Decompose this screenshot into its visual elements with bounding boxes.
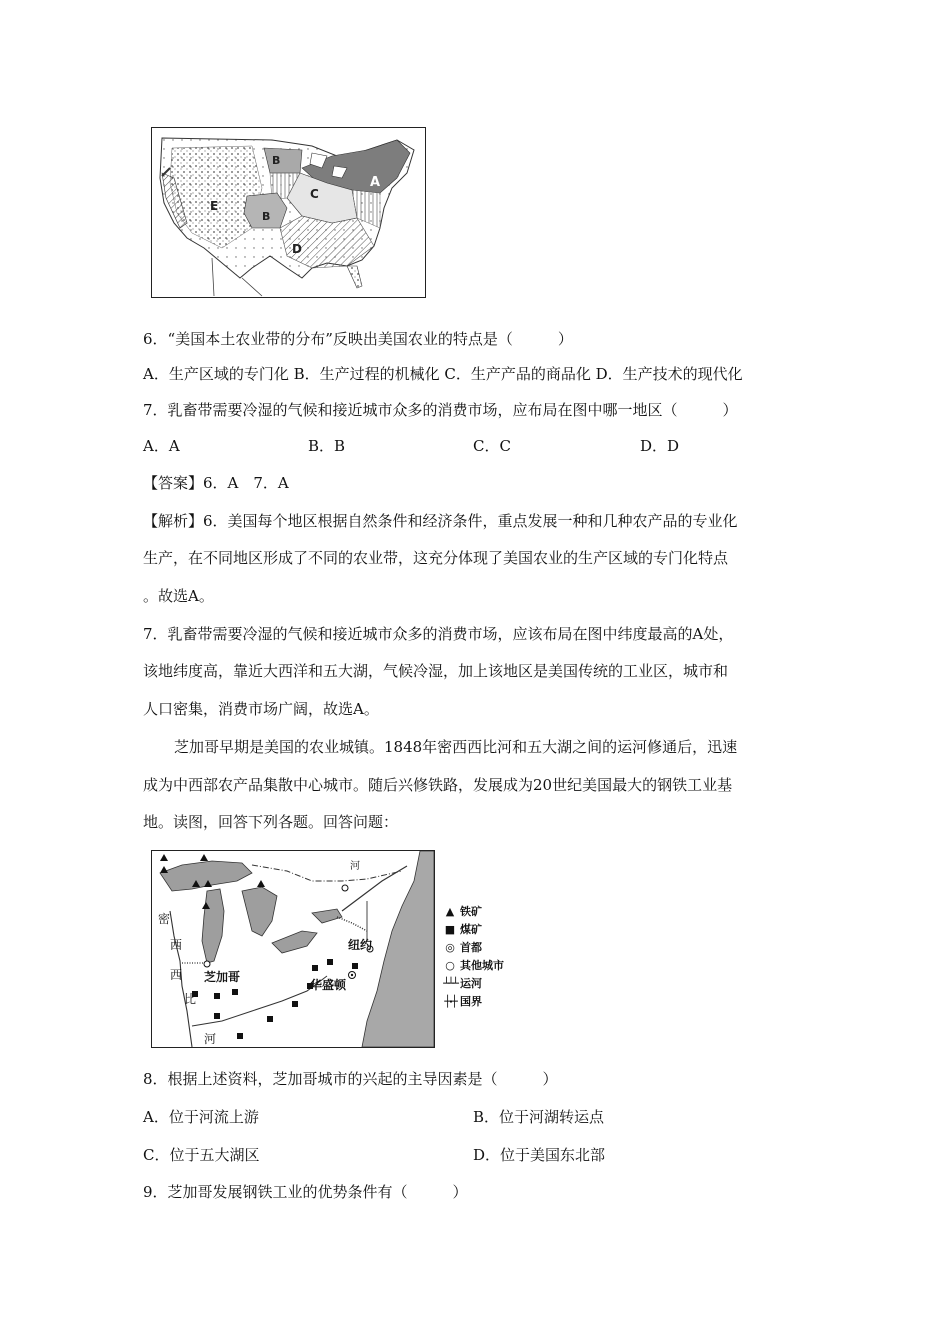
q8-option-d: D．位于美国东北部 (473, 1146, 606, 1164)
passage-line-1: 芝加哥早期是美国的农业城镇。1848年密西西比河和五大湖之间的运河修通后，迅速 (174, 738, 738, 756)
answer: 【答案】6．A 7．A (143, 474, 289, 492)
q9-stem: 9．芝加哥发展钢铁工业的优势条件有（ ） (143, 1183, 468, 1201)
us-agriculture-map (151, 127, 426, 298)
q7-option-b: B．B (308, 437, 346, 455)
map1-label-c: C (310, 187, 319, 201)
us-agriculture-map-drawing (152, 128, 425, 297)
circle-icon: ○ (445, 959, 455, 972)
chicago-region-map (151, 850, 435, 1048)
chicago-region-map-drawing (152, 851, 434, 1047)
passage-line-3: 地。读图，回答下列各题。回答问题： (143, 813, 399, 831)
washington-label: 华盛顿 (310, 978, 347, 992)
analysis-line-4: 7．乳畜带需要冷湿的气候和接近城市众多的消费市场，应该布局在图中纬度最高的A处， (143, 625, 734, 643)
border-icon: ┼·┼ (444, 995, 456, 1008)
map1-label-b-north: B (272, 154, 281, 167)
river-char-3: 西 (170, 968, 183, 982)
passage-line-2: 成为中西部农产品集散中心城市。随后兴修铁路，发展成为20世纪美国最大的钢铁工业基 (143, 776, 733, 794)
legend-capital (440, 941, 482, 955)
analysis-line-5: 该地纬度高，靠近大西洋和五大湖，气候冷湿，加上该地区是美国传统的工业区，城市和 (143, 662, 729, 680)
legend-canal-label: 运河 (460, 977, 482, 990)
legend-coal-label: 煤矿 (460, 923, 482, 936)
legend-canal (440, 977, 482, 991)
q7-option-c: C．C (473, 437, 511, 455)
q7-option-a: A．A (143, 437, 180, 455)
legend-city (440, 959, 504, 973)
newyork-label: 纽约 (348, 938, 373, 952)
legend-border (440, 995, 482, 1009)
legend-city-label: 其他城市 (460, 959, 504, 972)
analysis-line-1: 【解析】6．美国每个地区根据自然条件和经济条件，重点发展一种和几种农产品的专业化 (143, 512, 738, 530)
q8-option-c: C．位于五大湖区 (143, 1146, 260, 1164)
legend-coal (440, 923, 482, 937)
q8-option-b: B．位于河湖转运点 (473, 1108, 605, 1126)
q6-options: A．生产区域的专门化 B．生产过程的机械化 C．生产产品的商品化 D．生产技术的现代化 (143, 365, 743, 383)
legend-border-label: 国界 (460, 995, 482, 1008)
river-char-2: 西 (170, 938, 183, 952)
q7-stem: 7．乳畜带需要冷湿的气候和接近城市众多的消费市场，应布局在图中哪一地区（ ） (143, 401, 738, 419)
q7-option-d: D．D (640, 437, 680, 455)
capital-icon: ◎ (445, 941, 455, 954)
map1-label-e: E (210, 199, 219, 213)
map1-label-d: D (292, 242, 302, 256)
analysis-line-2: 生产，在不同地区形成了不同的农业带，这充分体现了美国农业的生产区域的专门化特点 (143, 549, 729, 567)
legend-iron (440, 905, 482, 919)
analysis-line-3: 。故选A。 (143, 587, 214, 605)
river-char-1: 密 (158, 912, 171, 926)
q6-stem: 6．“美国本土农业带的分布”反映出美国农业的特点是（ ） (143, 330, 573, 348)
map2-legend (440, 905, 530, 1045)
map1-label-b-middle: B (262, 210, 271, 223)
analysis-line-6: 人口密集，消费市场广阔，故选A。 (143, 700, 379, 718)
square-icon: ■ (444, 923, 456, 936)
q8-option-a: A．位于河流上游 (143, 1108, 259, 1126)
legend-iron-label: 铁矿 (460, 905, 482, 918)
chicago-label: 芝加哥 (204, 970, 241, 984)
river-char-4: 比 (184, 992, 197, 1006)
river-char-5: 河 (204, 1032, 217, 1046)
river-label: 河 (350, 861, 360, 872)
canal-icon: ┴┴┴ (443, 977, 457, 990)
legend-capital-label: 首都 (460, 941, 482, 954)
triangle-icon: ▲ (445, 905, 455, 918)
q8-stem: 8．根据上述资料，芝加哥城市的兴起的主导因素是（ ） (143, 1070, 558, 1088)
map1-label-a: A (370, 175, 381, 190)
